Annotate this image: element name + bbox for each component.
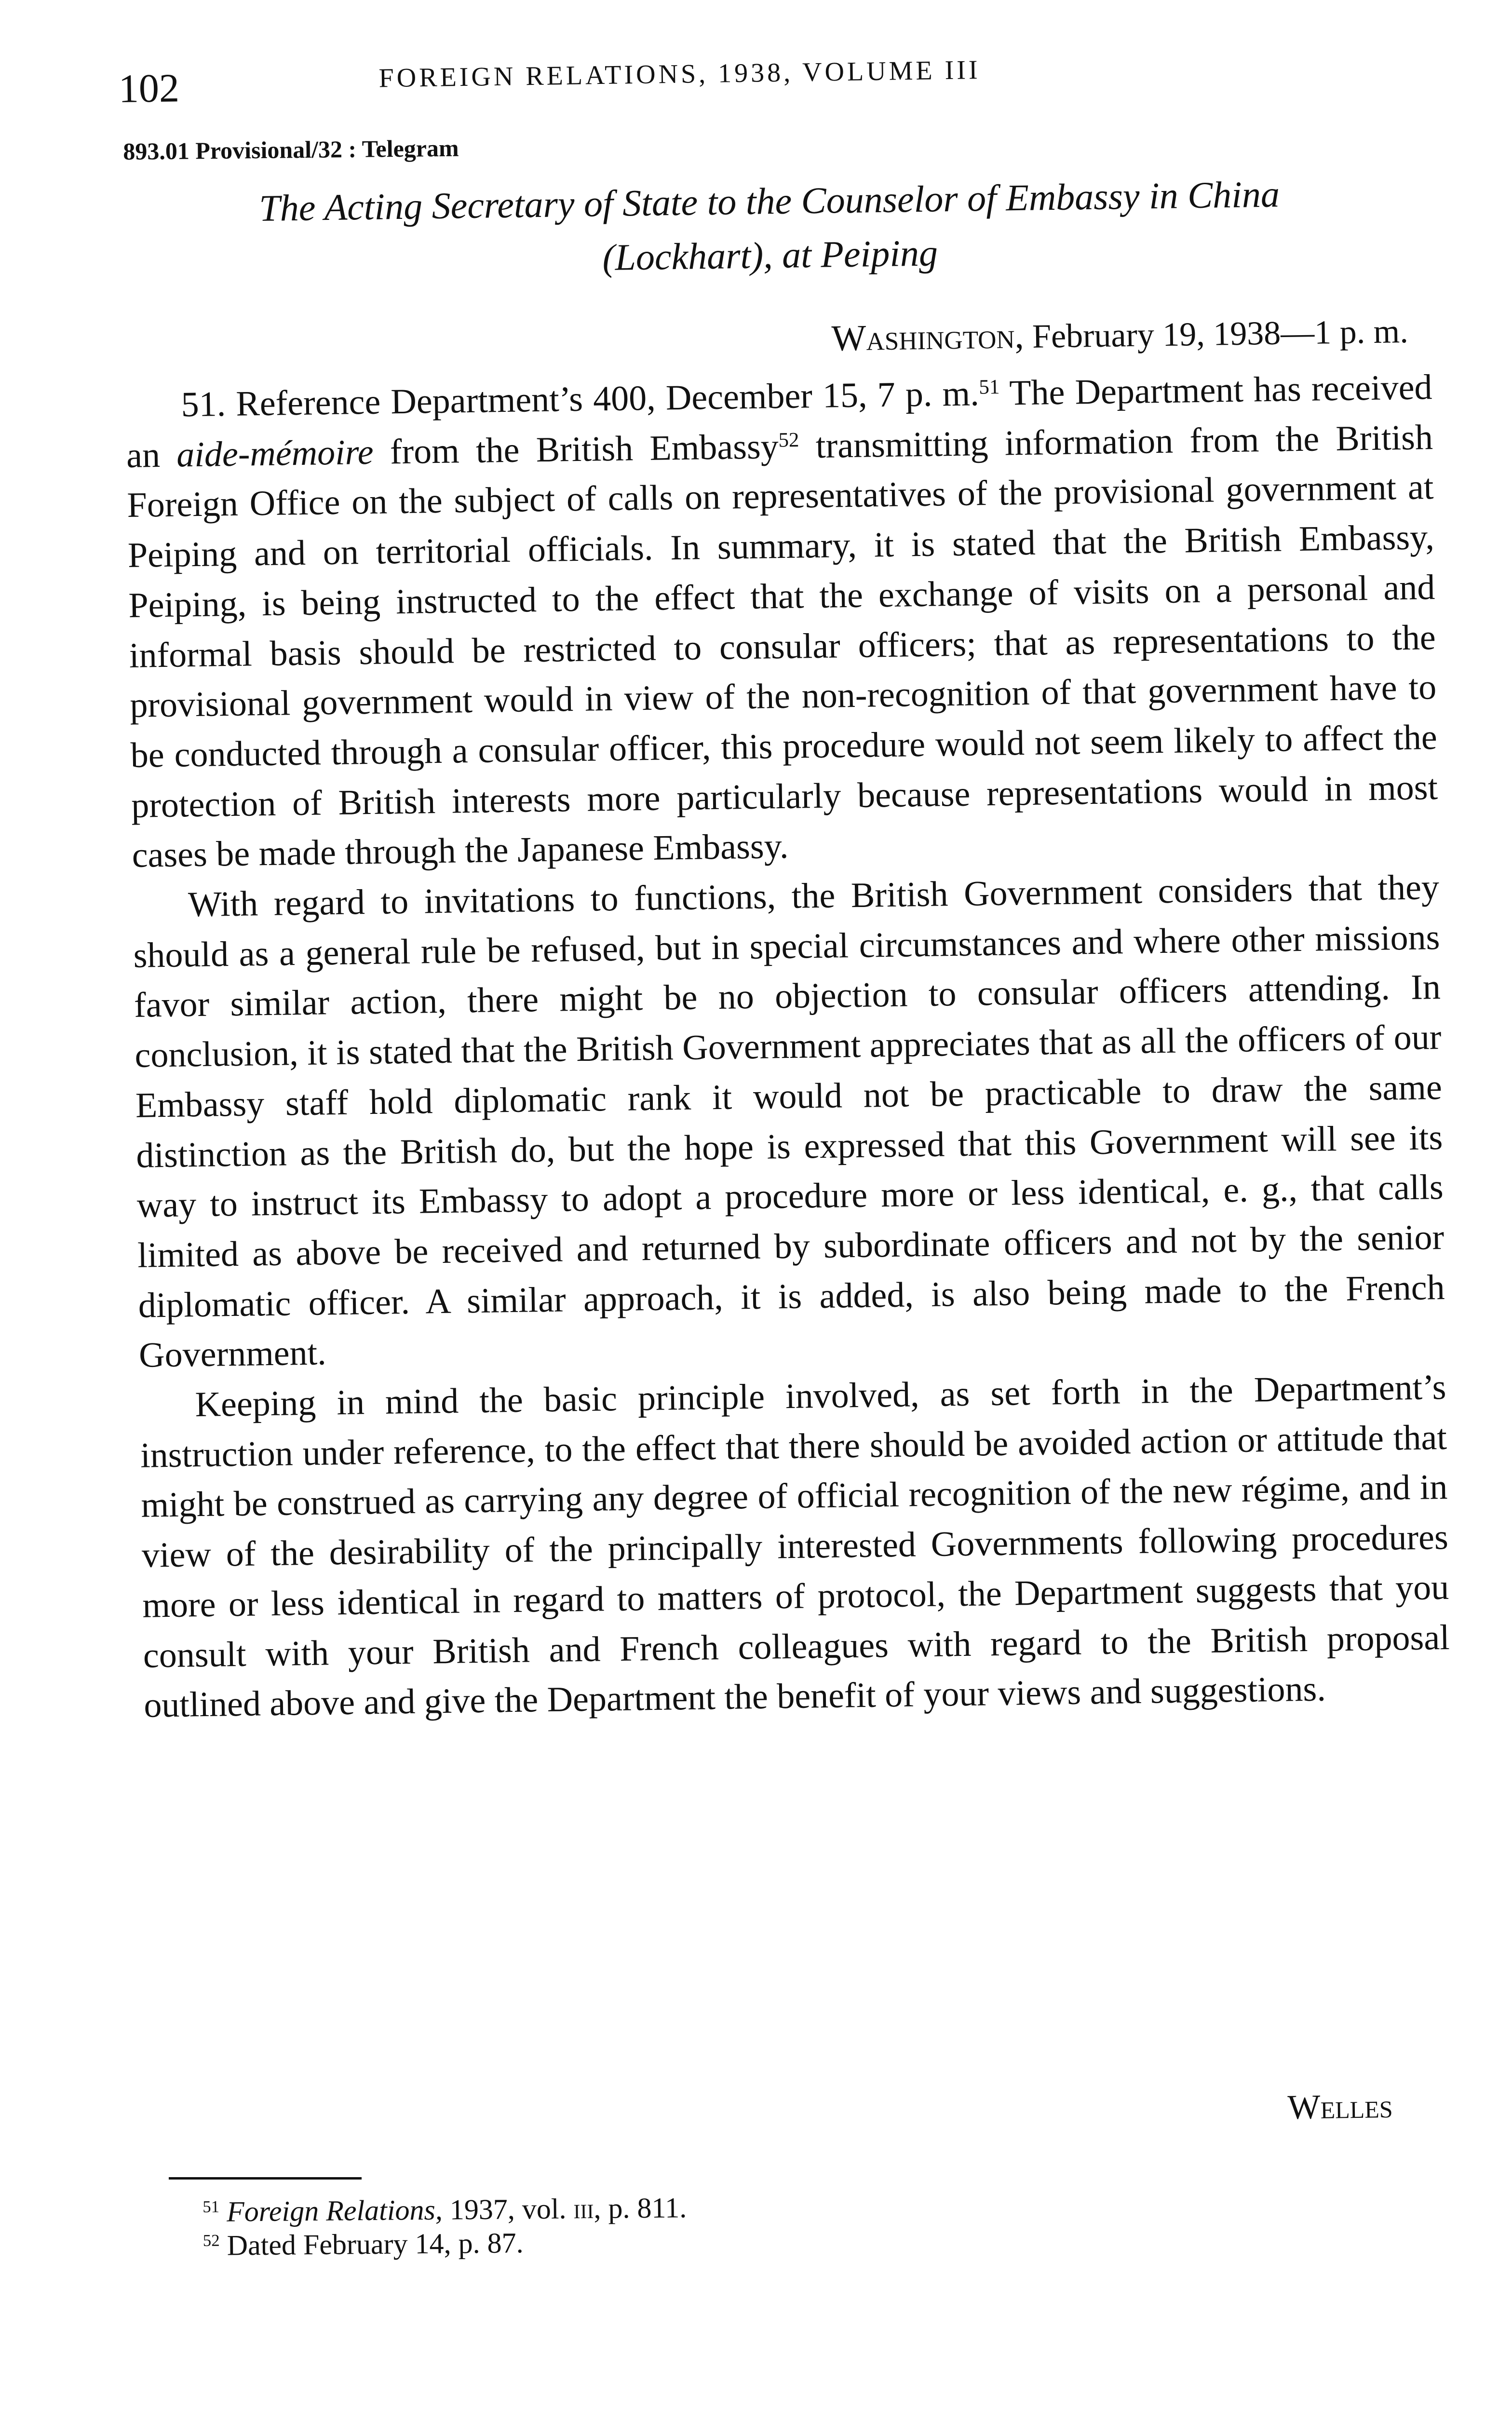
footnote-52-number: 52 <box>202 2231 220 2250</box>
paragraph-1 <box>125 363 1439 881</box>
footnote-51-volume: iii <box>573 2192 594 2225</box>
document-title <box>123 165 1417 291</box>
footnote-51-title: Foreign Relations, <box>226 2194 443 2228</box>
footnotes <box>202 2191 687 2262</box>
dateline-place: Washington, <box>831 315 1025 359</box>
paragraph-1-part-a: 51. Reference Department’s 400, December 15, 7 p. m. <box>181 374 980 425</box>
footnote-51-year: 1937, vol. <box>442 2193 574 2226</box>
paragraph-1-part-d: transmitting information from the British Foreign Office on the subject of calls on representatives of the provisional government at Peiping and on territorial officials. In summary, it is stated that the British Embassy, Peiping, is being instructed to the effect that the exchange of visits on a personal and informal basis should be restricted to consular officers; that as representations to the provisional government would in view of the non-recognition of that government have to be conducted through a consular officer, this procedure would not seem likely to affect the protection of British interests more particularly because representations would in most cases be made through the Japanese Embassy. <box>127 417 1438 876</box>
page-header <box>118 44 1136 116</box>
paragraph-2: With regard to invitations to functions, the British Government considers that they should as a general rule be refused, but in special circumstances and where other missions favor similar action, there might be no objection to consular officers attending. In conclusion, it is stated that the British Government appreciates that as all the officers of our Embassy staff hold diplomatic rank it would not be practicable to draw the same distinction as the British do, but the hope is expressed that this Government will see its way to instruct its Embassy to adopt a procedure more or less identical, e. g., that calls limited as above be received and returned by subordinate officers and not by the senior diplomatic officer. A similar approach, it is added, is also being made to the French Government. <box>133 867 1445 1376</box>
page-number: 102 <box>118 66 180 111</box>
footnote-ref-51: 51 <box>979 376 1000 399</box>
dateline <box>636 309 1408 364</box>
footnote-ref-52: 52 <box>778 428 799 452</box>
aide-memoire-term: aide-mémoire <box>176 432 374 475</box>
dateline-date: February 19, 1938—1 p. m. <box>1032 312 1409 355</box>
running-title: FOREIGN RELATIONS, 1938, VOLUME III <box>378 55 981 94</box>
document-title-line-2: (Lockhart), at Peiping <box>602 231 938 279</box>
footnote-51 <box>202 2191 687 2229</box>
footnote-51-page: , p. 811. <box>594 2192 687 2224</box>
document-title-line-1: The Acting Secretary of State to the Counselor of Embassy in China <box>258 173 1280 230</box>
paragraph-3: Keeping in mind the basic principle involved, as set forth in the Department’s instruction under reference, to the effect that there should be avoided action or attitude that might be construed as carrying any degree of official recognition of the new régime, and in view of the desirability of the principally interested Governments following procedures more or less identical in regard to matters of protocol, the Department suggests that you consult with your British and French colleagues with regard to the British proposal outlined above and give the Department the benefit of your views and suggestions. <box>140 1368 1450 1726</box>
footnote-divider <box>169 2177 362 2180</box>
footnote-51-number: 51 <box>202 2197 220 2216</box>
paragraph-1-part-c: from the British Embassy <box>373 426 779 472</box>
paragraph-1-part-b: The Department has received an <box>126 367 1433 475</box>
file-reference: 893.01 Provisional/32 : Telegram <box>123 134 459 165</box>
footnote-52-text: Dated February 14, p. 87. <box>219 2227 524 2262</box>
telegram-body <box>125 363 1451 1731</box>
footnote-52 <box>203 2224 688 2262</box>
signature: Welles <box>1287 2086 1393 2127</box>
